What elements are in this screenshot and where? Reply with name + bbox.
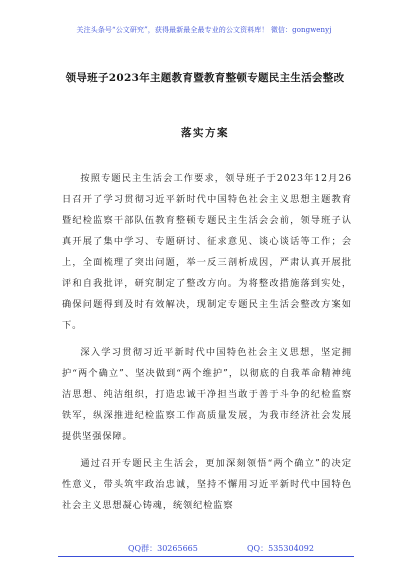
document-body xyxy=(62,168,352,522)
document-title-continued: 落实方案 xyxy=(181,127,229,139)
footer-qq-contact: QQ：535304092 xyxy=(247,544,314,553)
footer-divider xyxy=(58,556,354,557)
paragraph-guiding: 深入学习贯彻习近平新时代中国特色社会主义思想，坚定拥护“两个确立”、坚决做到“两个维护”，以彻底的自我革命精神纯洁思想、纯洁组织，打造忠诚干净担当敢于善于斗争的纪检监察铁军，纵深推进纪检监察工作高质量发展，为我市经济社会发展提供坚强保障。 xyxy=(62,347,352,442)
header-banner: 关注头条号“公文研究”，获得最新最全最专业的公文资料库！ 微信：gongwenyj xyxy=(76,26,332,34)
paragraph-intro: 按照专题民主生活会工作要求，领导班子于2023年12月26日召开了学习贯彻习近平新时代中国特色社会主义思想主题教育暨纪检监察干部队伍教育整顿专题民主生活会会前，领导班子认真开展了集中学习、专题研讨、征求意见、谈心谈话等工作；会上，全面梳理了突出问题，举一反三剖析成因，严肃认真开展批评和自我批评，研究制定了整改方向。为将整改措施落到实处，确保问题得到及时有效解决，现制定专题民主生活会整改方案如下。 xyxy=(62,173,352,331)
document-title: 领导班子2023年主题教育暨教育整顿专题民主生活会整改 xyxy=(65,72,345,84)
paragraph-goals: 通过召开专题民主生活会，更加深刻领悟“两个确立”的决定性意义，带头筑牢政治忠诚，坚持不懈用习近平新时代中国特色社会主义思想凝心铸魂，统领纪检监察 xyxy=(62,458,352,511)
footer-qq-group: QQ群：30265665 xyxy=(128,544,198,553)
